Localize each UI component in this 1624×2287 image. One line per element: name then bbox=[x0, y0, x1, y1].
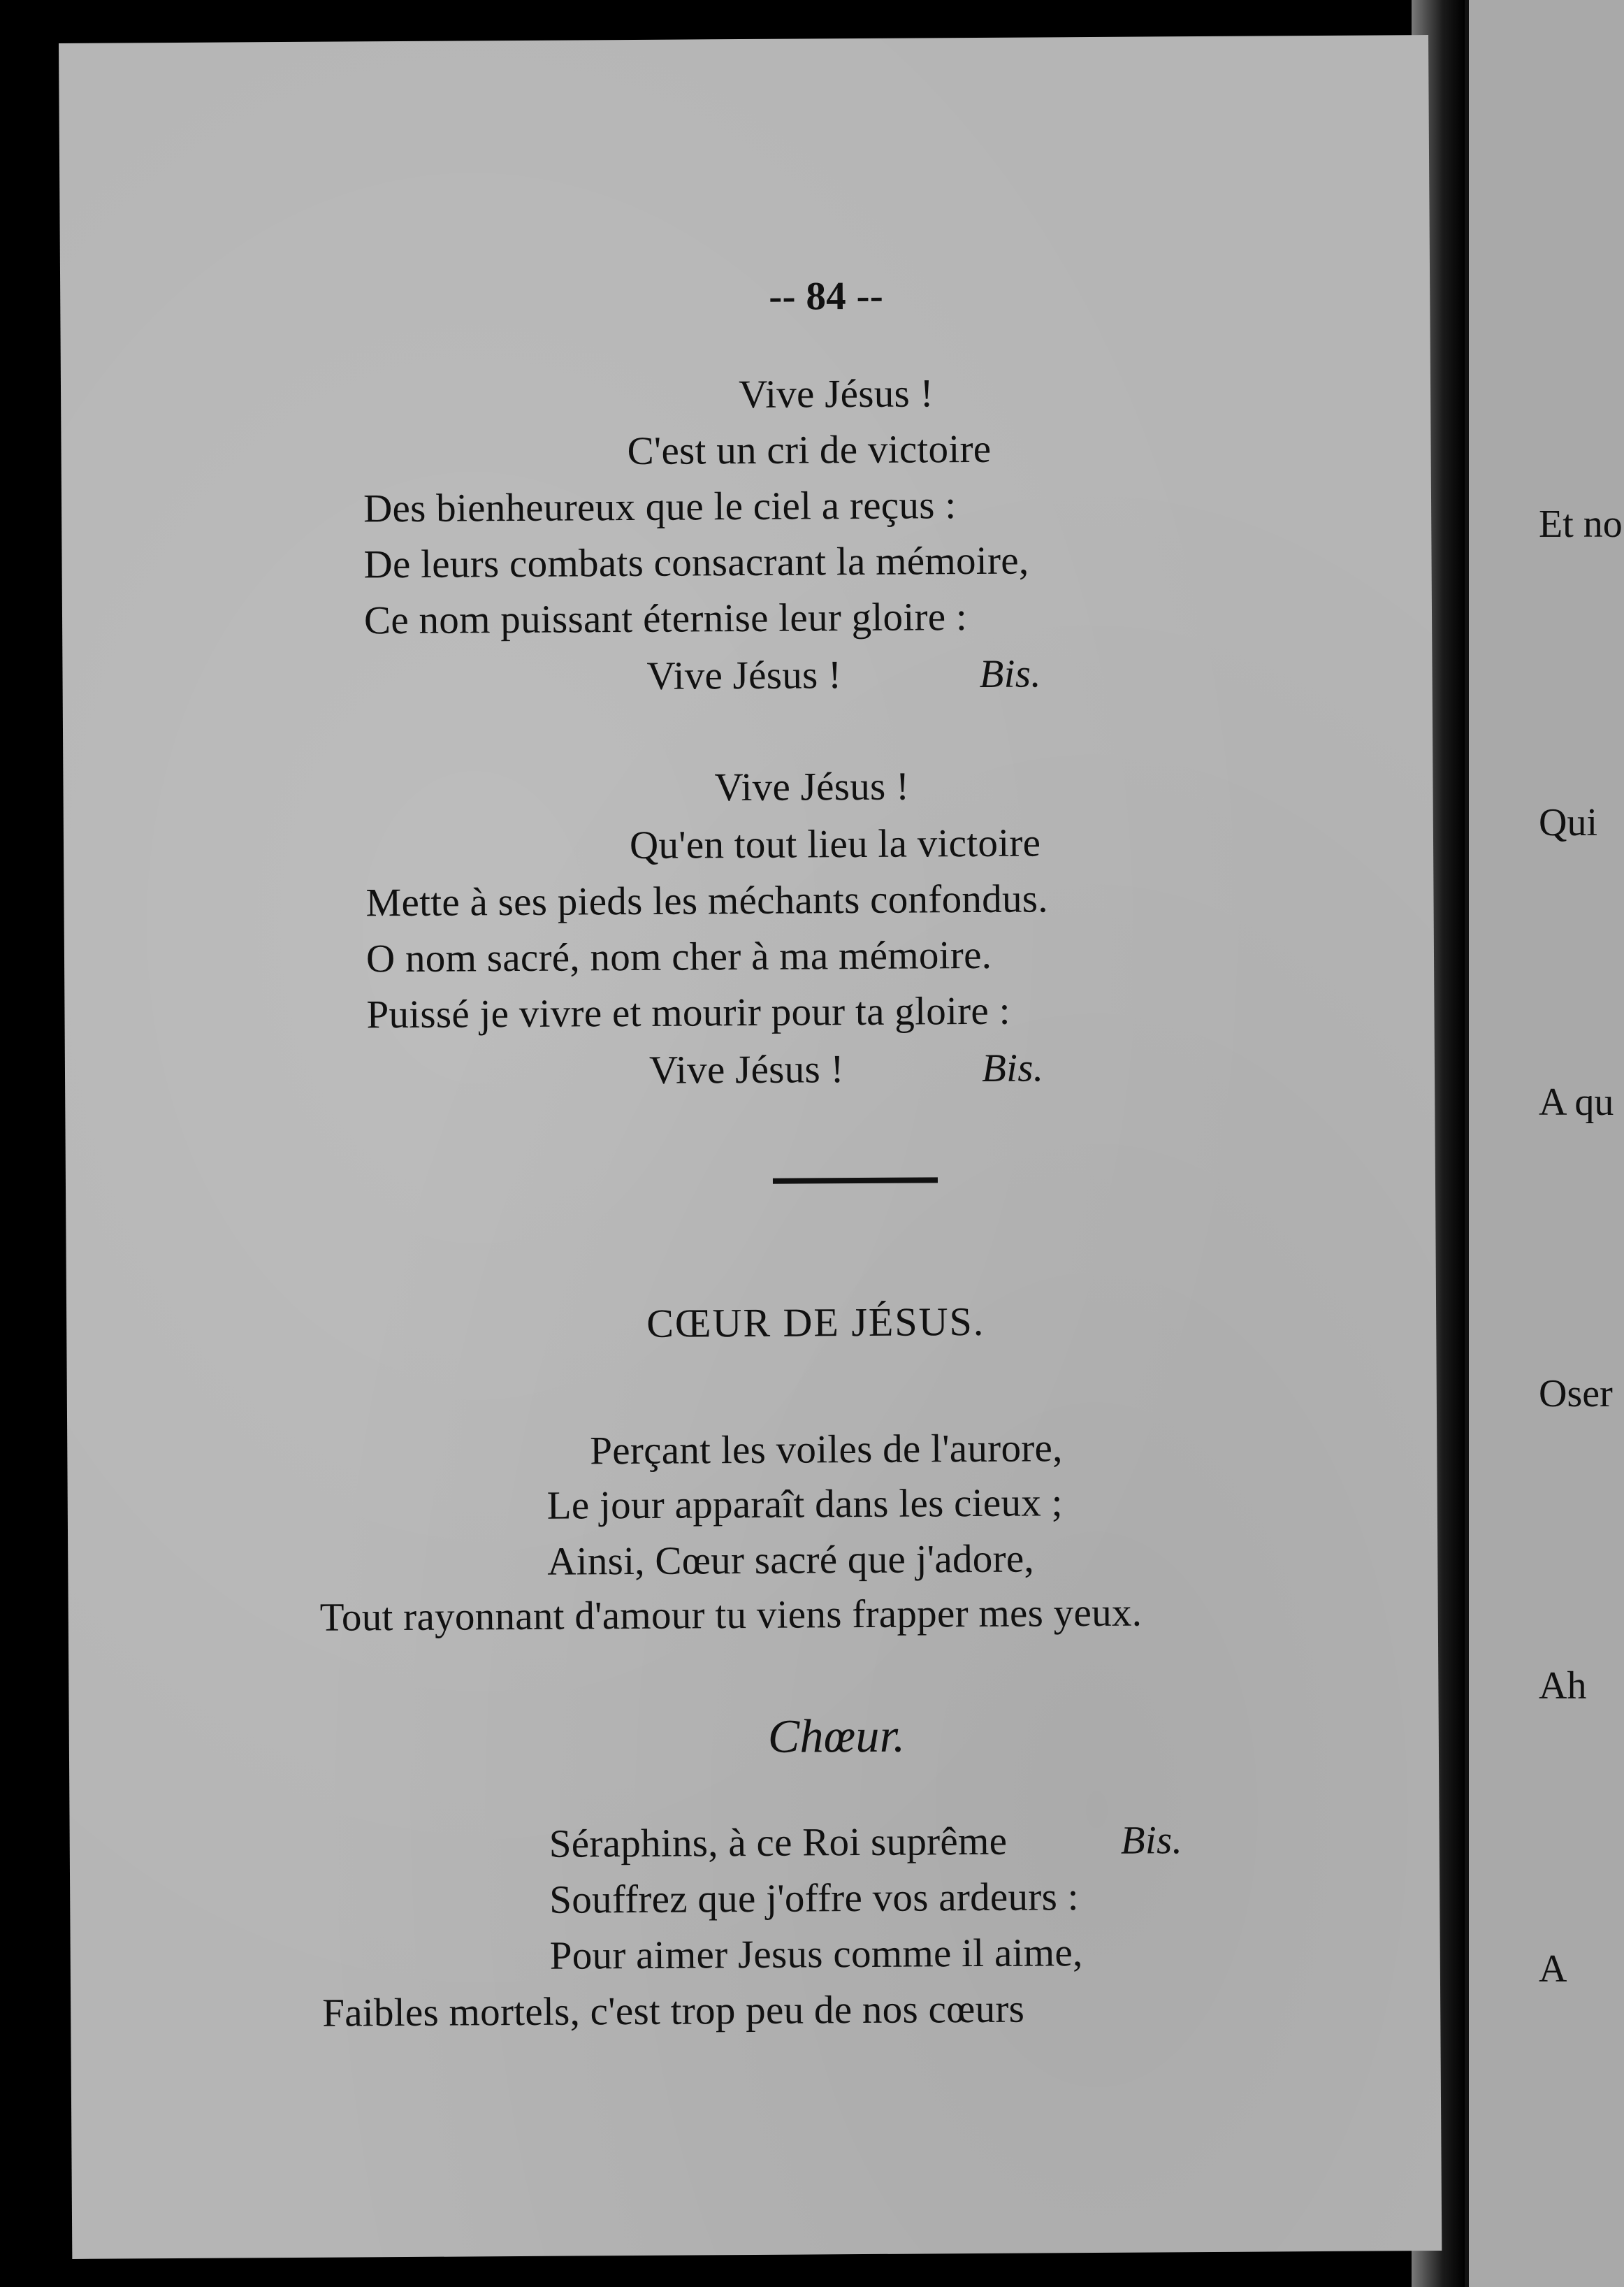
stanza1-line3: Des bienheureux que le ciel a reçus : bbox=[363, 483, 957, 531]
song-title: CŒUR DE JÉSUS. bbox=[646, 1298, 985, 1346]
stanza1-line1: Vive Jésus ! bbox=[738, 371, 934, 417]
stanza2-line5: Puissé je vivre et mourir pour ta gloire : bbox=[366, 988, 1010, 1037]
stanza2-line2: Qu'en tout lieu la victoire bbox=[629, 821, 1041, 868]
stanza1-line4: De leurs combats consacrant la mémoire, bbox=[363, 538, 1029, 587]
facing-page-fragment: Ah bbox=[1539, 1664, 1587, 1708]
chorus-line3: Pour aimer Jesus comme il aime, bbox=[549, 1931, 1083, 1978]
book-page bbox=[59, 35, 1442, 2259]
stanza2-line3: Mette à ses pieds les méchants confondus. bbox=[365, 876, 1049, 925]
stanza2-bis: Bis. bbox=[981, 1046, 1044, 1090]
page-number: -- 84 -- bbox=[769, 273, 884, 319]
stanza1-line5: Ce nom puissant éternise leur gloire : bbox=[363, 595, 968, 643]
stanza2-line6: Vive Jésus ! bbox=[648, 1047, 844, 1092]
facing-page-fragment: A bbox=[1539, 1947, 1567, 1991]
stanza2-line1: Vive Jésus ! bbox=[714, 764, 910, 810]
facing-page-fragment: Oser bbox=[1539, 1372, 1613, 1415]
stanza1-line6: Vive Jésus ! bbox=[646, 653, 842, 698]
verse-line1: Perçant les voiles de l'aurore, bbox=[590, 1426, 1063, 1473]
chorus-line2: Souffrez que j'offre vos ardeurs : bbox=[549, 1875, 1079, 1922]
stanza1-line2: C'est un cri de victoire bbox=[627, 426, 992, 474]
facing-page bbox=[1465, 0, 1624, 2287]
verse-line3: Ainsi, Cœur sacré que j'adore, bbox=[547, 1536, 1035, 1584]
chorus-line4: Faibles mortels, c'est trop peu de nos cœurs bbox=[322, 1986, 1025, 2035]
chorus-line1: Séraphins, à ce Roi suprême bbox=[549, 1819, 1008, 1866]
chorus-heading: Chœur. bbox=[767, 1708, 906, 1763]
chorus-bis: Bis. bbox=[1120, 1818, 1183, 1863]
facing-page-fragment: A qu bbox=[1539, 1081, 1614, 1124]
facing-page-fragment: Qui bbox=[1539, 801, 1597, 844]
verse-line4: Tout rayonnant d'amour tu viens frapper mes yeux. bbox=[319, 1590, 1143, 1640]
facing-page-fragment: Et no bbox=[1539, 503, 1623, 546]
verse-line2: Le jour apparaît dans les cieux ; bbox=[546, 1480, 1063, 1528]
section-divider bbox=[773, 1177, 938, 1183]
stanza1-bis: Bis. bbox=[979, 651, 1042, 696]
stanza2-line4: O nom sacré, nom cher à ma mémoire. bbox=[365, 932, 992, 981]
